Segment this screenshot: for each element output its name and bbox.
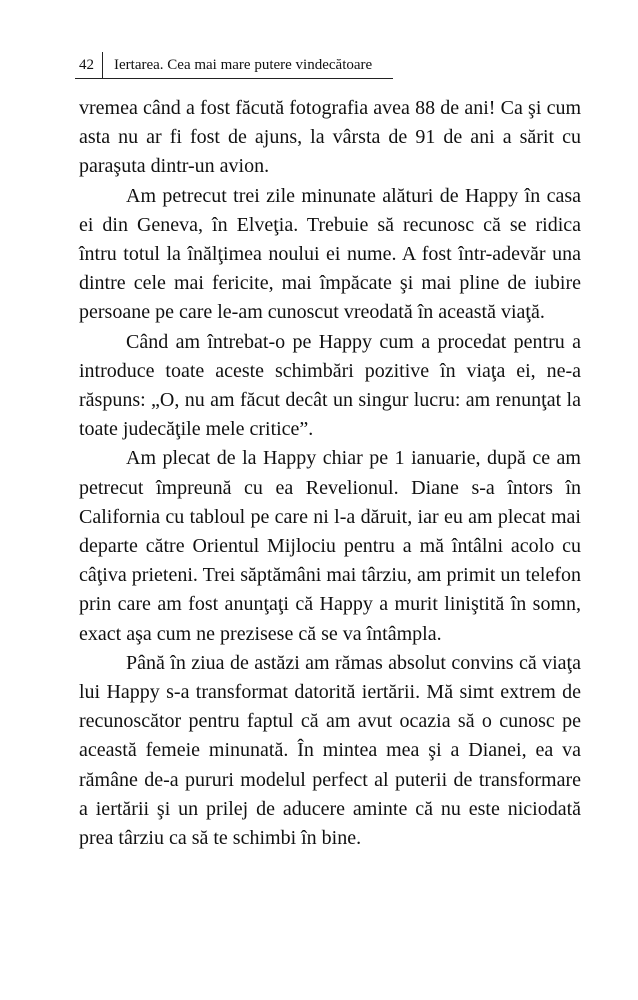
- paragraph-2: Am petrecut trei zile minunate alături de Happy în casa ei din Geneva, în Elveţia. Trebuie să recunosc că se ridica întru totul la înălţimea noului ei nume. A fost într-adevăr una dintre cele mai fericite, mai împăcate şi mai pline de iubire persoane pe care le-am cunoscut vreodată în această viaţă.: [79, 184, 581, 324]
- running-header: [75, 52, 393, 79]
- page-number: 42: [79, 57, 94, 73]
- header-divider: [102, 52, 103, 78]
- paragraph-3: Când am întrebat-o pe Happy cum a procedat pentru a introduce toate aceste schimbări pozitive în viaţa ei, ne-a răspuns: „O, nu am făcut decât un singur lucru: am renunţat la toate judecăţile mele critice”.: [79, 330, 581, 441]
- paragraph-4: Am plecat de la Happy chiar pe 1 ianuarie, după ce am petrecut împreună cu ea Revelionul. Diane s-a întors în California cu tabloul pe care ni l-a dăruit, iar eu am plecat mai departe către Orientul Mijlociu pentru a mă întâlni acolo cu câţiva prieteni. Trei săptămâni mai târziu, am primit un telefon prin care am fost anunţaţi că Happy a murit liniştită în somn, exact aşa cum ne prezisese că se va întâmpla.: [79, 447, 581, 645]
- paragraph-5: Până în ziua de astăzi am rămas absolut convins că viaţa lui Happy s-a transformat datorită iertării. Mă simt extrem de recunoscător pentru faptul că am avut ocazia să o cunosc pe această femeie minunată. În mintea mea şi a Dianei, ea va rămâne de-a pururi modelul perfect al puterii de transformare a iertării şi un prilej de aducere aminte că nu este niciodată prea târziu ca să te schimbi în bine.: [79, 651, 581, 850]
- paragraph-1: vremea când a fost făcută fotografia avea 88 de ani! Ca şi cum asta nu ar fi fost de ajuns, la vârsta de 91 de ani a sărit cu paraşuta dintr-un avion.: [79, 97, 581, 178]
- body-text: [79, 94, 581, 853]
- running-title: Iertarea. Cea mai mare putere vindecătoare: [114, 57, 373, 73]
